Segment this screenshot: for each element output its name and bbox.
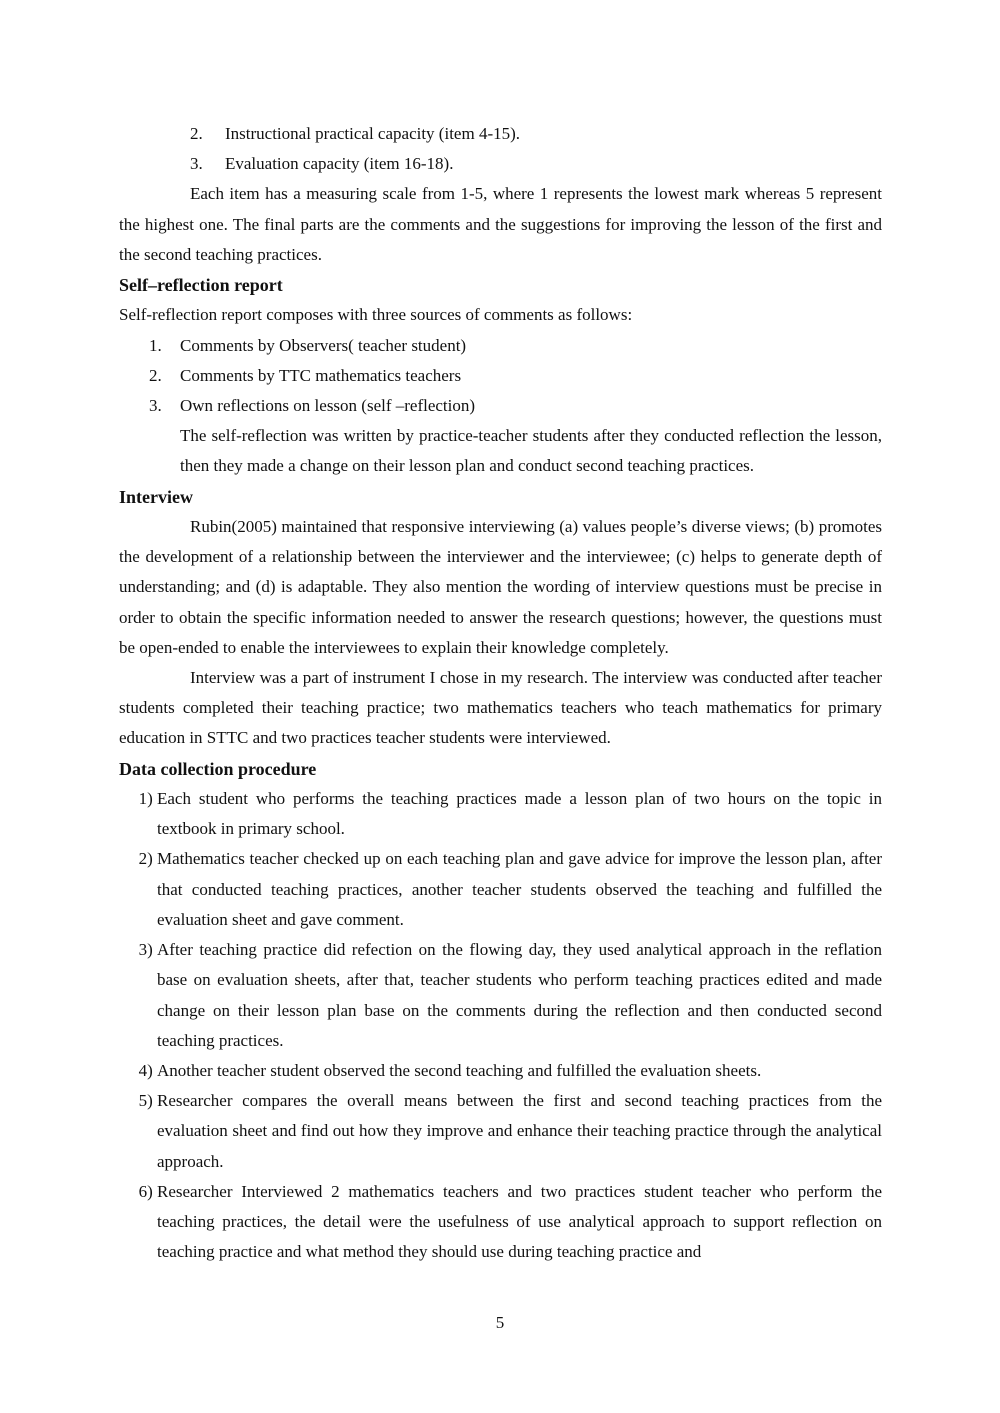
procedure-step: [119, 935, 882, 1056]
self-reflection-intro: Self-reflection report composes with three sources of comments as follows:: [119, 305, 633, 325]
list-number: 2.: [190, 124, 203, 143]
step-text: Researcher compares the overall means between the first and second teaching practices from the evaluation sheet and find out how they improve and enhance their teaching practice through the analytical approach.: [157, 1091, 882, 1171]
procedure-list: [119, 784, 882, 1267]
page-number: 5: [495, 1313, 505, 1332]
step-text: Mathematics teacher checked up on each teaching plan and gave advice for improve the lesson plan, after that conducted teaching practices, another teacher students observed the teaching and fulfilled the evaluation sheet and gave comment.: [157, 849, 882, 929]
list-item: [119, 391, 882, 421]
step-text: Researcher Interviewed 2 mathematics teachers and two practices student teacher who perform the teaching practices, the detail were the usefulness of use analytical approach to support reflection on teaching practice and what method they should use during teaching practice and: [157, 1181, 882, 1262]
data-collection-heading: Data collection procedure: [119, 758, 317, 779]
list-item: [119, 331, 882, 361]
list-item: [119, 119, 882, 149]
self-reflection-heading: Self–reflection report: [119, 275, 283, 296]
list-text: Comments by Observers( teacher student): [180, 335, 467, 355]
procedure-step: [119, 1177, 882, 1268]
step-text: After teaching practice did refection on the flowing day, they used analytical approach in the reflation base on evaluation sheets, after that, teacher students who perform teaching practices edited and made change on their lesson plan base on the comments during the reflection and then conducted second teaching practices.: [157, 940, 882, 1050]
procedure-step: [119, 1056, 882, 1086]
interview-paragraph-2: Interview was a part of instrument I chose in my research. The interview was conducted after teacher students completed their teaching practice; two mathematics teachers who teach mathematics for primary education in STTC and two practices teacher students were interviewed.: [119, 668, 882, 748]
list-text: Evaluation capacity (item 16-18).: [225, 154, 454, 174]
list-number: 3.: [149, 396, 162, 416]
step-text: Each student who performs the teaching practices made a lesson plan of two hours on the topic in textbook in primary school.: [157, 789, 882, 839]
page-content: [119, 119, 882, 1267]
scale-paragraph: Each item has a measuring scale from 1-5, where 1 represents the lowest mark whereas 5 represent the highest one. The final parts are the comments and the suggestions for improving the lesson of the first and the second teaching practices.: [119, 184, 882, 264]
comment-sources-list: [119, 331, 882, 422]
step-number: 6): [138, 1181, 153, 1201]
step-number: 1): [138, 789, 153, 809]
list-number: 1.: [149, 335, 162, 355]
list-item: [119, 361, 882, 391]
capacity-list: [119, 119, 882, 179]
step-number: 2): [138, 849, 153, 869]
list-item: [119, 149, 882, 179]
self-reflection-note: The self-reflection was written by practice-teacher students after they conducted reflection the lesson, then they made a change on their lesson plan and conduct second teaching practices.: [180, 426, 882, 476]
interview-paragraph-1: Rubin(2005) maintained that responsive interviewing (a) values people’s diverse views; (b) promotes the development of a relationship between the interviewer and the interviewee; (c) helps to generate depth of understanding; and (d) is adaptable. They also mention the wording of interview questions must be precise in order to obtain the specific information needed to answer the research questions; however, the questions must be open-ended to enable the interviewees to explain their knowledge completely.: [119, 517, 882, 657]
list-text: Own reflections on lesson (self –reflection): [180, 396, 476, 416]
list-number: 2.: [149, 365, 162, 385]
interview-heading: Interview: [119, 486, 193, 507]
procedure-step: [119, 784, 882, 844]
step-text: Another teacher student observed the second teaching and fulfilled the evaluation sheets.: [157, 1060, 762, 1080]
step-number: 3): [138, 940, 153, 960]
step-number: 4): [138, 1060, 153, 1080]
procedure-step: [119, 1086, 882, 1177]
procedure-step: [119, 844, 882, 935]
list-text: Comments by TTC mathematics teachers: [180, 365, 462, 385]
list-text: Instructional practical capacity (item 4-15).: [225, 124, 521, 143]
step-number: 5): [138, 1091, 153, 1111]
list-number: 3.: [190, 154, 203, 174]
